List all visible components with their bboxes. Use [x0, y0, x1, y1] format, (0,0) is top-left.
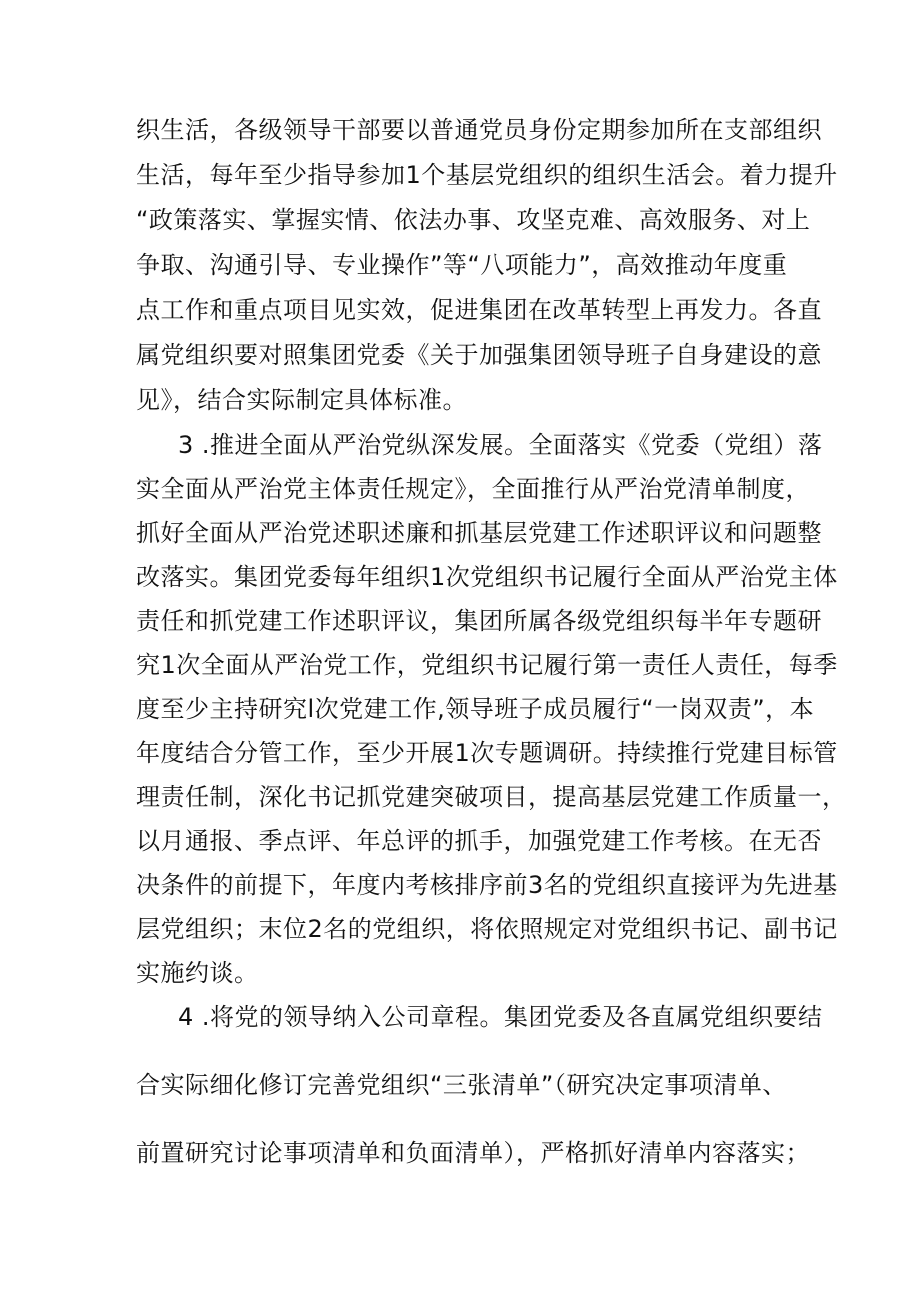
- text-line: 实全面从严治党主体责任规定》，全面推行从严治党清单制度，: [136, 475, 810, 503]
- text-line: 争取、沟通引导、专业操作”等“八项能力”，高效推动年度重: [136, 251, 788, 279]
- text-line: 究1次全面从严治党工作，党组织书记履行第一责任人责任，每季: [136, 651, 838, 679]
- text-line: 以月通报、季点评、年总评的抓手，加强党建工作考核。在无否: [136, 827, 822, 855]
- text-line: 责任和抓党建工作述职评议，集团所属各级党组织每半年专题研: [136, 607, 822, 635]
- paragraph-3-heading-line: 3 .推进全面从严治党纵深发展。全面落实《党委（党组）落: [178, 431, 823, 459]
- text-line: 抓好全面从严治党述职述廉和抓基层党建工作述职评议和问题整: [136, 519, 822, 547]
- text-line: 层党组织；末位2名的党组织，将依照规定对党组织书记、副书记: [136, 915, 838, 943]
- text-line: 理责任制，深化书记抓党建突破项目，提高基层党建工作质量一，: [136, 783, 847, 811]
- text-line: 合实际细化修订完善党组织“三张清单”（研究决定事项清单、: [136, 1071, 787, 1099]
- text-line: “政策落实、掌握实情、依法办事、攻坚克难、高效服务、对上: [136, 206, 811, 234]
- text-line: 年度结合分管工作，至少开展1次专题调研。持续推行党建目标管: [136, 739, 838, 767]
- text-line: 决条件的前提下，年度内考核排序前3名的党组织直接评为先进基: [136, 871, 838, 899]
- text-line: 前置研究讨论事项清单和负面清单），严格抓好清单内容落实；: [136, 1139, 810, 1167]
- text-line: 改落实。集团党委每年组织1次党组织书记履行全面从严治党主体: [136, 563, 838, 591]
- paragraph-4-heading-line: 4 .将党的领导纳入公司章程。集团党委及各直属党组织要结: [178, 1003, 823, 1031]
- text-line: 度至少主持研究l次党建工作,领导班子成员履行“一岗双责”，本: [136, 695, 815, 723]
- text-line: 见》，结合实际制定具体标准。: [136, 386, 467, 414]
- text-line: 织生活，各级领导干部要以普通党员身份定期参加所在支部组织: [136, 116, 822, 144]
- text-line: 实施约谈。: [136, 959, 259, 987]
- text-line: 点工作和重点项目见实效，促进集团在改革转型上再发力。各直: [136, 296, 822, 324]
- text-line: 属党组织要对照集团党委《关于加强集团领导班子自身建设的意: [136, 341, 822, 369]
- text-line: 生活，每年至少指导参加1个基层党组织的组织生活会。着力提升: [136, 161, 838, 189]
